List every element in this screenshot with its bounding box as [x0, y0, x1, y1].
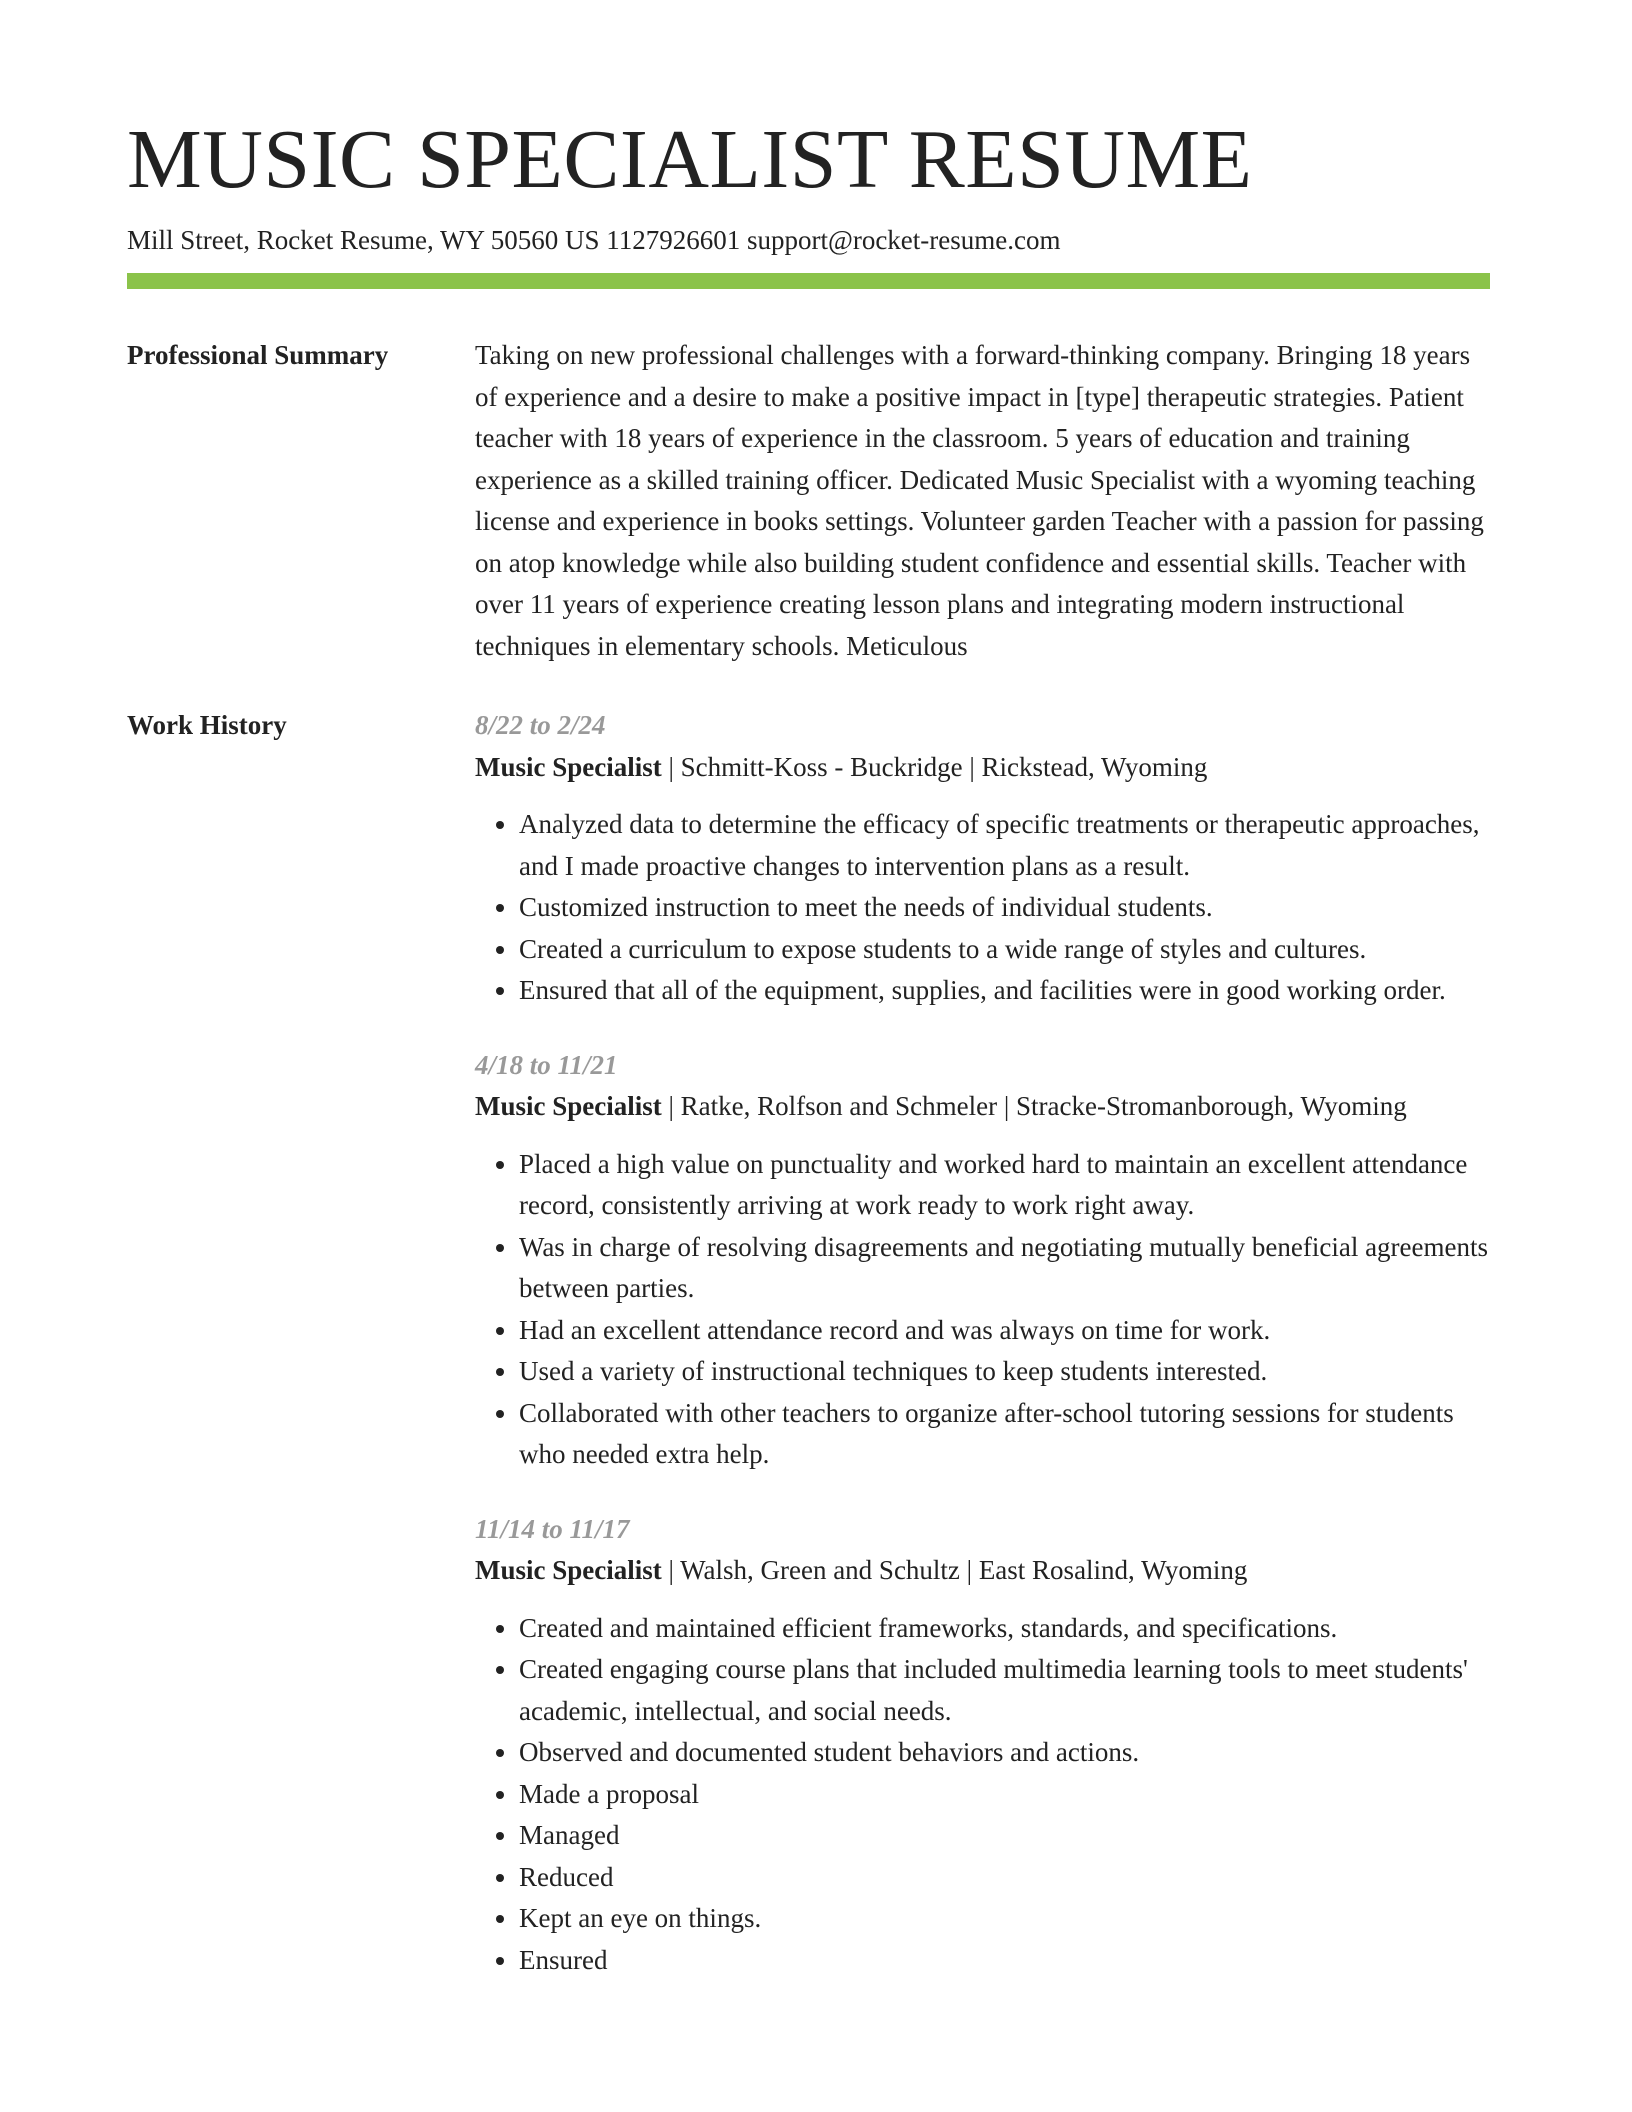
job-header	[475, 1086, 1490, 1128]
list-item: • Ensured that all of the equipment, supplies, and facilities were in good working order.	[519, 970, 1490, 1012]
list-item: • Customized instruction to meet the needs of individual students.	[519, 887, 1490, 929]
job-entry	[475, 1045, 1490, 1476]
job-dates: 11/14 to 11/17	[475, 1513, 630, 1544]
list-item: • Observed and documented student behaviors and actions.	[519, 1732, 1490, 1774]
resume-title: MUSIC SPECIALIST RESUME	[127, 113, 1253, 206]
section-label-summary: Professional Summary	[127, 340, 389, 371]
list-item: • Was in charge of resolving disagreements and negotiating mutually beneficial agreements between parties.	[519, 1227, 1490, 1310]
section-label-work-history: Work History	[127, 710, 287, 741]
job-entry	[475, 705, 1490, 1012]
job-header	[475, 747, 1490, 789]
list-item: • Created engaging course plans that included multimedia learning tools to meet students' academic, intellectual, and social needs.	[519, 1649, 1490, 1732]
list-item: • Had an excellent attendance record and was always on time for work.	[519, 1310, 1490, 1352]
list-item: • Kept an eye on things.	[519, 1898, 1490, 1940]
job-dates: 4/18 to 11/21	[475, 1049, 618, 1080]
list-item: • Used a variety of instructional techniques to keep students interested.	[519, 1351, 1490, 1393]
resume-page	[127, 113, 1490, 1981]
job-details: | Ratke, Rolfson and Schmeler | Stracke-Stromanborough, Wyoming	[661, 1091, 1407, 1122]
list-item: • Reduced	[519, 1857, 1490, 1899]
professional-summary-section	[127, 335, 1490, 667]
job-bullets	[475, 1144, 1490, 1476]
list-item: • Made a proposal	[519, 1774, 1490, 1816]
summary-text: Taking on new professional challenges with a forward-thinking company. Bringing 18 years of experience and a desire to make a positive impact in [type] therapeutic strategies. Patient teacher with 18 years of experience in the classroom. 5 years of education and training experience as a skilled training officer. Dedicated Music Specialist with a wyoming teaching license and experience in books settings. Volunteer garden Teacher with a passion for passing on atop knowledge while also building student confidence and essential skills. Teacher with over 11 years of experience creating lesson plans and integrating modern instructional techniques in elementary schools. Meticulous	[475, 340, 1484, 661]
list-item: • Analyzed data to determine the efficacy of specific treatments or therapeutic approaches, and I made proactive changes to intervention plans as a result.	[519, 804, 1490, 887]
job-details: | Schmitt-Koss - Buckridge | Rickstead, Wyoming	[661, 751, 1208, 782]
list-item: • Placed a high value on punctuality and worked hard to maintain an excellent attendance record, consistently arriving at work ready to work right away.	[519, 1144, 1490, 1227]
list-item: • Created and maintained efficient frameworks, standards, and specifications.	[519, 1608, 1490, 1650]
list-item: • Ensured	[519, 1940, 1490, 1982]
job-bullets	[475, 1608, 1490, 1982]
contact-info: Mill Street, Rocket Resume, WY 50560 US 1127926601 support@rocket-resume.com	[127, 225, 1061, 255]
job-title: Music Specialist	[475, 751, 662, 782]
list-item: • Created a curriculum to expose students to a wide range of styles and cultures.	[519, 929, 1490, 971]
job-title: Music Specialist	[475, 1091, 662, 1122]
list-item: • Managed	[519, 1815, 1490, 1857]
accent-divider	[127, 273, 1490, 289]
work-history-section	[127, 705, 1490, 1981]
job-dates: 8/22 to 2/24	[475, 710, 606, 741]
job-entry	[475, 1509, 1490, 1982]
job-header	[475, 1550, 1490, 1592]
job-bullets	[475, 804, 1490, 1012]
job-title: Music Specialist	[475, 1555, 662, 1586]
list-item: • Collaborated with other teachers to organize after-school tutoring sessions for students who needed extra help.	[519, 1393, 1490, 1476]
job-details: | Walsh, Green and Schultz | East Rosalind, Wyoming	[661, 1555, 1248, 1586]
